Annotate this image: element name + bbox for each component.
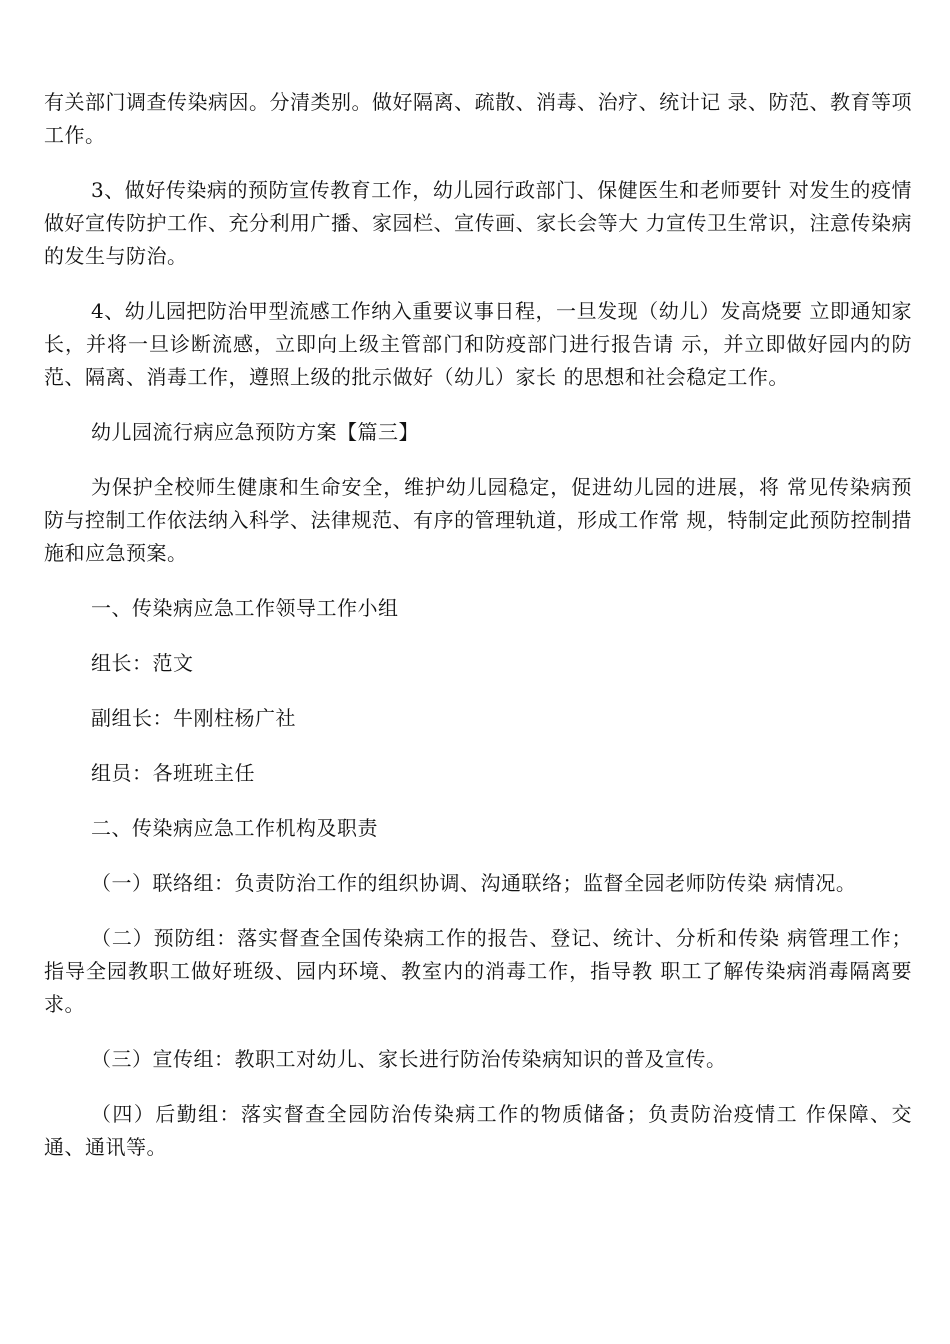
group-leader-line: 组长：范文 bbox=[91, 651, 194, 675]
heading-organization-duties: 二、传染病应急工作机构及职责 bbox=[91, 816, 378, 840]
deputy-leader-line: 副组长：牛刚柱杨广社 bbox=[91, 706, 296, 730]
group-members-line: 组员：各班班主任 bbox=[91, 761, 255, 785]
duty-publicity-group: （三）宣传组：教职工对幼儿、家长进行防治传染病知识的普及宣传。 bbox=[91, 1047, 727, 1071]
paragraph-2: 3、做好传染病的预防宣传教育工作，幼儿园行政部门、保健医生和老师要针 对发生的疫情做好宣传防护工作、充分利用广播、家园栏、宣传画、家长会等大 力宣传卫生常识，注意传染病的发生与防治。 bbox=[44, 178, 912, 268]
duty-liaison-group: （一）联络组：负责防治工作的组织协调、沟通联络；监督全园老师防传染 病情况。 bbox=[91, 871, 857, 895]
section-heading-part-three: 幼儿园流行病应急预防方案【篇三】 bbox=[91, 420, 419, 444]
duty-prevention-group: （二）预防组：落实督查全国传染病工作的报告、登记、统计、分析和传染 病管理工作；指导全园教职工做好班级、园内环境、教室内的消毒工作，指导教 职工了解传染病消毒隔离要求。 bbox=[44, 926, 912, 1016]
paragraph-3: 4、幼儿园把防治甲型流感工作纳入重要议事日程，一旦发现（幼儿）发高烧要 立即通知家长，并将一旦诊断流感，立即向上级主管部门和防疫部门进行报告请 示，并立即做好园内的防范、隔离、消毒工作，遵照上级的批示做好（幼儿）家长 的思想和社会稳定工作。 bbox=[44, 299, 912, 389]
paragraph-5: 为保护全校师生健康和生命安全，维护幼儿园稳定，促进幼儿园的进展，将 常见传染病预防与控制工作依法纳入科学、法律规范、有序的管理轨道，形成工作常 规，特制定此预防控制措施和应急预案。 bbox=[44, 475, 912, 565]
duty-logistics-group: （四）后勤组：落实督查全园防治传染病工作的物质储备；负责防治疫情工 作保障、交通、通讯等。 bbox=[44, 1102, 912, 1159]
paragraph-1: 有关部门调查传染病因。分清类别。做好隔离、疏散、消毒、治疗、统计记 录、防范、教育等项工作。 bbox=[44, 90, 912, 147]
heading-leadership-group: 一、传染病应急工作领导工作小组 bbox=[91, 596, 399, 620]
